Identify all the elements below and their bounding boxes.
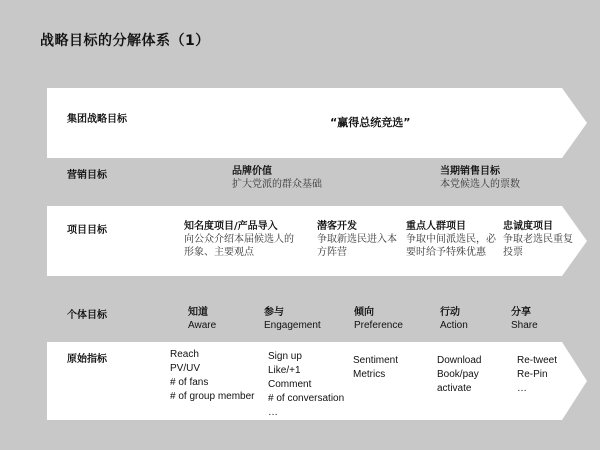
project-item-desc: 争取中间派选民，必要时给予特殊优惠	[406, 234, 496, 258]
project-item-desc: 争取老选民重复投票	[503, 234, 573, 258]
project-item-prospect	[317, 220, 399, 259]
individual-item-aware	[188, 306, 216, 332]
slide-title: 战略目标的分解体系（1）	[40, 33, 210, 49]
project-item-heading: 知名度项目/产品导入	[184, 221, 278, 232]
individual-item-zh: 行动	[440, 307, 460, 318]
metric-item: Reach	[170, 349, 199, 360]
metrics-column-aware	[170, 348, 255, 404]
project-item-desc: 争取新选民进入本方阵营	[317, 234, 397, 258]
metric-item: # of group member	[170, 391, 255, 402]
project-item-heading: 重点人群项目	[406, 221, 466, 232]
metric-item: Re-tweet	[517, 355, 558, 366]
individual-item-preference	[354, 306, 403, 332]
marketing-item-heading: 当期销售目标	[440, 166, 500, 177]
metric-item: Re-Pin	[517, 369, 548, 380]
marketing-item-heading: 品牌价值	[232, 166, 272, 177]
individual-item-en: Share	[511, 320, 538, 331]
individual-item-zh: 参与	[264, 307, 284, 318]
row-label-individual: 个体目标	[67, 310, 107, 321]
metric-item: activate	[437, 383, 472, 394]
individual-item-zh: 倾向	[354, 307, 374, 318]
marketing-item-brand	[232, 165, 412, 191]
metric-item: …	[268, 407, 278, 418]
row-label-metrics: 原始指标	[67, 354, 107, 365]
row-label-group: 集团战略目标	[67, 114, 127, 125]
band-group-goal	[47, 88, 587, 158]
metrics-column-share	[517, 354, 557, 396]
individual-item-en: Action	[440, 320, 468, 331]
metric-item: Comment	[268, 379, 312, 390]
individual-item-en: Aware	[188, 320, 217, 331]
metrics-column-engagement	[268, 350, 344, 420]
marketing-item-sales	[440, 165, 590, 191]
individual-item-share	[511, 306, 538, 332]
metric-item: Metrics	[353, 369, 386, 380]
individual-item-zh: 分享	[511, 307, 531, 318]
project-item-loyalty	[503, 220, 581, 259]
metrics-column-action	[437, 354, 481, 396]
project-item-heading: 忠诚度项目	[503, 221, 553, 232]
marketing-item-desc: 扩大党派的群众基础	[232, 179, 322, 190]
metrics-column-preference	[353, 354, 398, 382]
project-item-key-group	[406, 220, 498, 259]
row-label-project: 项目目标	[67, 225, 107, 236]
metric-item: Sign up	[268, 351, 302, 362]
metric-item: PV/UV	[170, 363, 201, 374]
metric-item: Sentiment	[353, 355, 399, 366]
project-item-heading: 潜客开发	[317, 221, 357, 232]
project-item-awareness	[184, 220, 302, 259]
individual-item-engagement	[264, 306, 321, 332]
metric-item: …	[517, 383, 527, 394]
metric-item: Download	[437, 355, 482, 366]
marketing-item-desc: 本党候选人的票数	[440, 179, 520, 190]
metric-item: # of conversation	[268, 393, 345, 404]
band-group-shape	[47, 88, 587, 158]
metric-item: Book/pay	[437, 369, 479, 380]
individual-item-action	[440, 306, 468, 332]
individual-item-zh: 知道	[188, 307, 208, 318]
individual-item-en: Preference	[354, 320, 403, 331]
individual-item-en: Engagement	[264, 320, 321, 331]
metric-item: # of fans	[170, 377, 209, 388]
row-label-marketing: 营销目标	[67, 170, 107, 181]
project-item-desc: 向公众介绍本届候选人的形象、主要观点	[184, 234, 294, 258]
metric-item: Like/+1	[268, 365, 301, 376]
group-goal-text: “赢得总统竞选”	[330, 116, 411, 129]
